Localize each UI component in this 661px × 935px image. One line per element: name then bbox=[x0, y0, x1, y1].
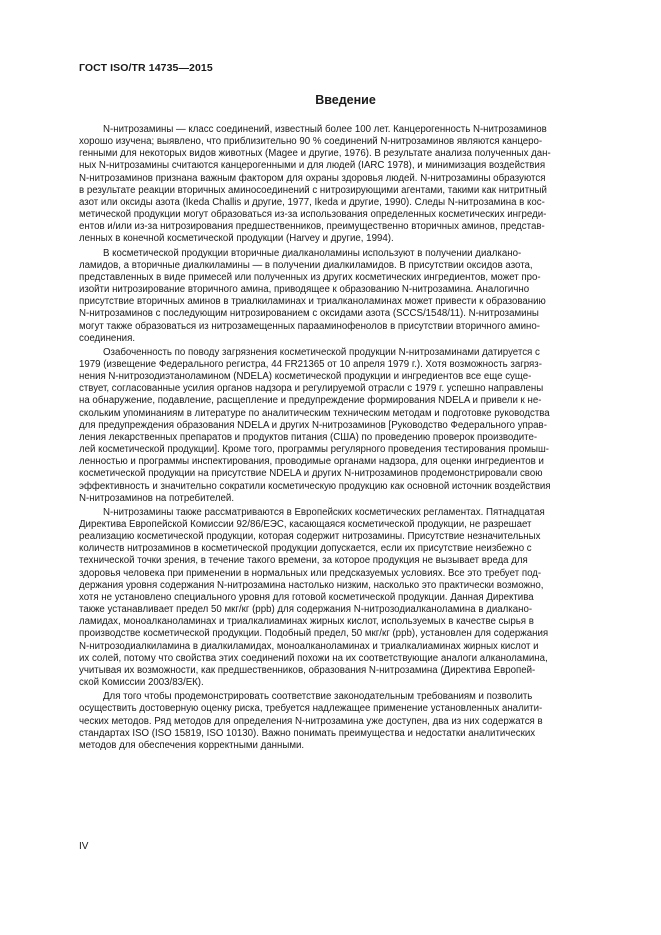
body-text bbox=[79, 124, 598, 754]
document-header: ГОСТ ISO/TR 14735—2015 bbox=[79, 62, 213, 74]
paragraph-5: Для того чтобы продемонстрировать соответствие законодательным требованиям и позволить осуществить достоверную оценку риска, требуется надлежащее применение установленных аналити- ческих методов. Ряд методов для определения N-нитрозамина уже доступен, два из них содержатся в стандартах ISO (ISO 15819, ISO 10130). Важно понимать преимущества и недостатки аналитических методов для обеспечения корректными данными. bbox=[79, 691, 543, 751]
paragraph-1: N-нитрозамины — класс соединений, известный более 100 лет. Канцерогенность N-нитрозаминов хорошо изучена; выявлено, что приблизительно 90 % соединений N-нитрозаминов являются канцеро- генными для некоторых видов животных (Magee и другие, 1976). В результате анализа полученных дан- ных N-нитрозамины считаются канцерогенными и для людей (IARC 1978), и минимизация воздействия N-нитрозаминов признана важным фактором для охраны здоровья людей. N-нитрозамины образуются в результате реакции вторичных аминосоединений с нитрозирующими агентами, такими как нитритный азот или оксиды азота (Ikeda Challis и другие, 1977, Ikeda и другие, 1990). Следы N-нитрозамина в кос- метической продукции могут образоваться из-за использования определенных косметических ингреди- ентов и/или из-за нитрозирования предшественников, преимущественно вторичных аминов, представ- ленных в конечной косметической продукции (Harvey и другие, 1994). bbox=[79, 124, 551, 245]
section-title: Введение bbox=[315, 93, 376, 107]
paragraph-3: Озабоченность по поводу загрязнения косметической продукции N-нитрозаминами датируется с 1979 (извещение Федерального регистра, 44 FR21365 от 10 апреля 1979 г.). Хотя возможность загряз- нения N-нитрозодиэтаноламином (NDELA) косметической продукции и ингредиентов все еще суще- ствует, согласованные усилия органов надзора и регулируемой отрасли с 1979 г. успешно направлены на обнаружение, подавление, расщепление и предупреждение формирования NDELA и привели к не- скольким упоминаниям в литературе по аналитическим техническим методам и подготовке руководства для предупреждения образования NDELA и других N-нитрозаминов [Руководство Федерального управ- ления лекарственных препаратов и продуктов питания (США) по проведению проверок производите- лей косметической продукции]. Кроме того, программы регулярного проведения тестирования промыш- ленностью и программы инспектирования, проводимые органами надзора, для оценки ингредиентов и косметической продукции на присутствие NDELA и других N-нитрозаминов продемонстрировали свою эффективность и значительно сократили косметическую продукцию как основной источник воздействия N-нитрозаминов на потребителей. bbox=[79, 346, 551, 504]
paragraph-4: N-нитрозамины также рассматриваются в Европейских косметических регламентах. Пятнадцатая Директива Европейской Комиссии 92/86/ЕЭС, касающаяся косметической продукции, не разрешает реализацию косметической продукции, которая содержит нитрозамины. Присутствие незначительных количеств нитрозаминов в косметической продукции допускается, если их присутствие неизбежно с технической точки зрения, в течение такого времени, за которое продукция не вызывает вреда для здоровья человека при применении в нормальных или предсказуемых условиях. Все это требует под- держания уровня содержания N-нитрозамина настолько низким, насколько это практически возможно, хотя не установлено специального уровня для готовой косметической продукции. Данная Директива также устанавливает предел 50 мкг/кг (ppb) для содержания N-нитрозодиалканоламина в диалкано- ламидах, моноалканоламинах и триалкалиаминах жирных кислот, используемых в качестве сырья в производстве косметической продукции. Подобный предел, 50 мкг/кг (ppb), установлен для содержания N-нитрозодиалкиламина в диалкиламидах, моноалканоламинах и триалкалиаминах жирных кислот и их солей, потому что свойства этих соединений похожи на их соответствующие аналоги алканоламина, учитывая их возможности, как предшественников, образования N-нитрозамина (Директива Европей- ской Комиссии 2003/83/ЕК). bbox=[79, 506, 549, 689]
paragraph-2: В косметической продукции вторичные диалканоламины используют в получении диалкано- ламидов, а вторичные диалкиламины — в получении диалкиламидов. В присутствии оксидов азота, представленных в виде примесей или полученных из других косметических ингредиентов, может про- изойти нитрозирование вторичного амина, приводящее к образованию N-нитрозамина. Аналогично присутствие вторичных аминов в триалкиламинах и триалканоламинах может привести к образованию N-нитрозаминов с последующим нитрозированием с оксидами азота (SCCS/1548/11). N-нитрозамины могут также образоваться из нитрозамещенных параaминофенолов в присутствии вторичного амино- соединения. bbox=[79, 247, 546, 344]
page-number: IV bbox=[79, 841, 89, 852]
